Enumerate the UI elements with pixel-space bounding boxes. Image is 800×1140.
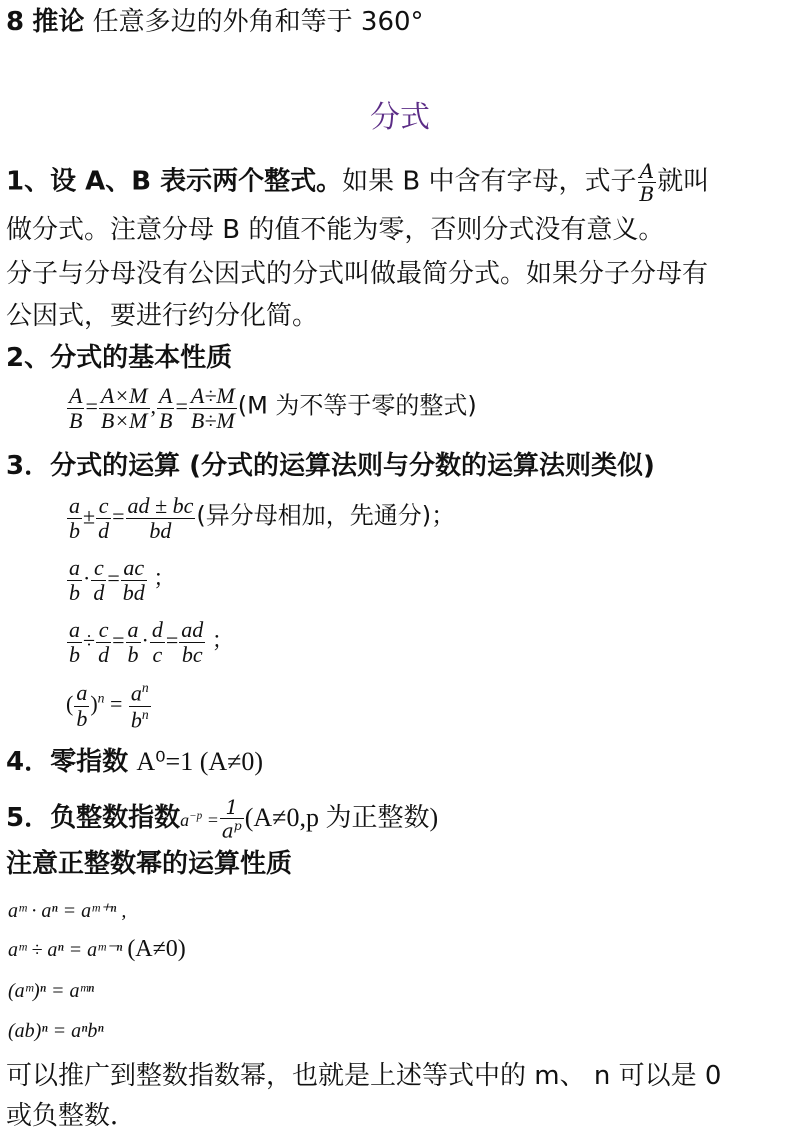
mul-semicolon: ； xyxy=(153,565,176,591)
sec4-formula: A⁰=1 (A≠0) xyxy=(136,747,264,776)
sec1-line1 xyxy=(6,160,709,205)
sec5-note: (A≠0,p 为正整数) xyxy=(244,802,439,832)
sec5-num: 1 xyxy=(220,796,244,819)
sec1-frac-num: A xyxy=(638,160,657,183)
mul-den: bd xyxy=(122,580,145,606)
sec4-line xyxy=(6,746,263,778)
pow-num: a xyxy=(76,680,88,706)
div-den: bc xyxy=(181,642,203,668)
sec5-label: 5．负整数指数 xyxy=(6,802,181,833)
sec1-text-b: 就叫 xyxy=(657,166,710,197)
sec1-line2: 做分式。注意分母 B 的值不能为零，否则分式没有意义。 xyxy=(6,215,665,245)
sec3-pow-formula: ( $\frac{a}{b}$ )$^n$ = $\frac{a^n}{b^n}$ xyxy=(66,680,149,732)
rule-4: (ab)ⁿ = aⁿbⁿ xyxy=(8,1020,104,1042)
div-num: ad xyxy=(181,617,204,642)
intro-label: 推论 xyxy=(32,7,85,37)
sec1-fraction xyxy=(638,160,657,205)
mul-result xyxy=(121,556,147,605)
rule-2 xyxy=(8,936,186,963)
sec3-div-formula: $\frac{a}{b}$ ÷ $\frac{c}{d}$ = $\frac{a}{b}$ · $\frac{d}{c}$ = $\frac{ad}{bc}$ ； xyxy=(69,617,234,668)
f1-lhs-den: B xyxy=(69,408,83,434)
sec5-line: 5．负整数指数$a^{-p}$ = $\frac{1}{a^p}$ (A≠0,p 为正整数) xyxy=(6,795,439,843)
mul-num: ac xyxy=(121,556,147,581)
f1-lhs-num: A xyxy=(69,383,83,408)
sec1-heading: 1、设 A、B 表示两个整式。 xyxy=(6,166,343,197)
sec1-frac-den: B xyxy=(639,182,655,206)
sec3-mul-formula: $\frac{a}{b}$ · $\frac{c}{d}$ = $\frac{ac}{bd}$ ； xyxy=(69,555,176,606)
f2-lhs xyxy=(157,384,174,433)
f1-rhs-num: A×M xyxy=(100,383,148,408)
f1-lhs xyxy=(67,384,84,433)
f2-rhs xyxy=(189,384,237,433)
sec4-label: 4．零指数 xyxy=(6,747,129,777)
div-result xyxy=(179,618,205,667)
pow-den: b xyxy=(76,705,88,731)
rule-2-note: (A≠0) xyxy=(127,936,186,962)
sec6-heading: 注意正整数幂的运算性质 xyxy=(6,849,293,879)
rule-2-formula: aᵐ ÷ aⁿ = aᵐ⁻ⁿ xyxy=(8,939,123,961)
f2-rhs-num: A÷M xyxy=(190,383,235,408)
closing-line2: 或负整数． xyxy=(6,1101,137,1131)
f2-lhs-den: B xyxy=(159,408,173,434)
rule-3: (aᵐ)ⁿ = aᵐⁿ xyxy=(8,980,95,1002)
div-semicolon: ； xyxy=(211,627,234,653)
sec2-formula: $\frac{A}{B}$ = $\frac{A\times M}{B\times M}$ , $\frac{A}{B}$ = $\frac{A\div M}{B\div M}$ (M 为不等于零的整式) xyxy=(69,383,477,434)
sec1-text-a: 如果 B 中含有字母，式子 xyxy=(342,166,637,197)
sec5-fraction: $\frac{1}{a^p}$ xyxy=(221,795,242,843)
page-title: 分式 xyxy=(370,100,430,135)
sec1-line4: 公因式，要进行约分化简。 xyxy=(6,301,319,331)
add-den: bd xyxy=(149,518,172,544)
add-result xyxy=(126,494,196,543)
add-num: ad ± bc xyxy=(127,493,194,518)
sec3-add-formula: $\frac{a}{b}$ ± $\frac{c}{d}$ = $\frac{ad \pm bc}{bd}$ (异分母相加，先通分)； xyxy=(69,493,456,544)
f2-lhs-num: A xyxy=(159,383,173,408)
f1-rhs xyxy=(99,384,150,433)
f2-rhs-den: B÷M xyxy=(190,408,235,434)
intro-line xyxy=(6,6,424,38)
sec2-heading: 2、分式的基本性质 xyxy=(6,343,233,373)
intro-number: 8 xyxy=(6,7,25,37)
sec1-line3: 分子与分母没有公因式的分式叫做最简分式。如果分子分母有 xyxy=(6,259,709,289)
rule-1: aᵐ · aⁿ = aᵐ⁺ⁿ , xyxy=(8,900,127,922)
sec3-add-note: (异分母相加，先通分)； xyxy=(196,501,456,530)
closing-line1: 可以推广到整数指数幂，也就是上述等式中的 m、 n 可以是 0 xyxy=(6,1061,722,1091)
sec2-note: (M 为不等于零的整式) xyxy=(237,391,477,420)
sec3-heading: 3．分式的运算 (分式的运算法则与分数的运算法则类似) xyxy=(6,451,655,481)
f1-rhs-den: B×M xyxy=(100,408,148,434)
intro-text: 任意多边的外角和等于 360° xyxy=(92,7,424,37)
